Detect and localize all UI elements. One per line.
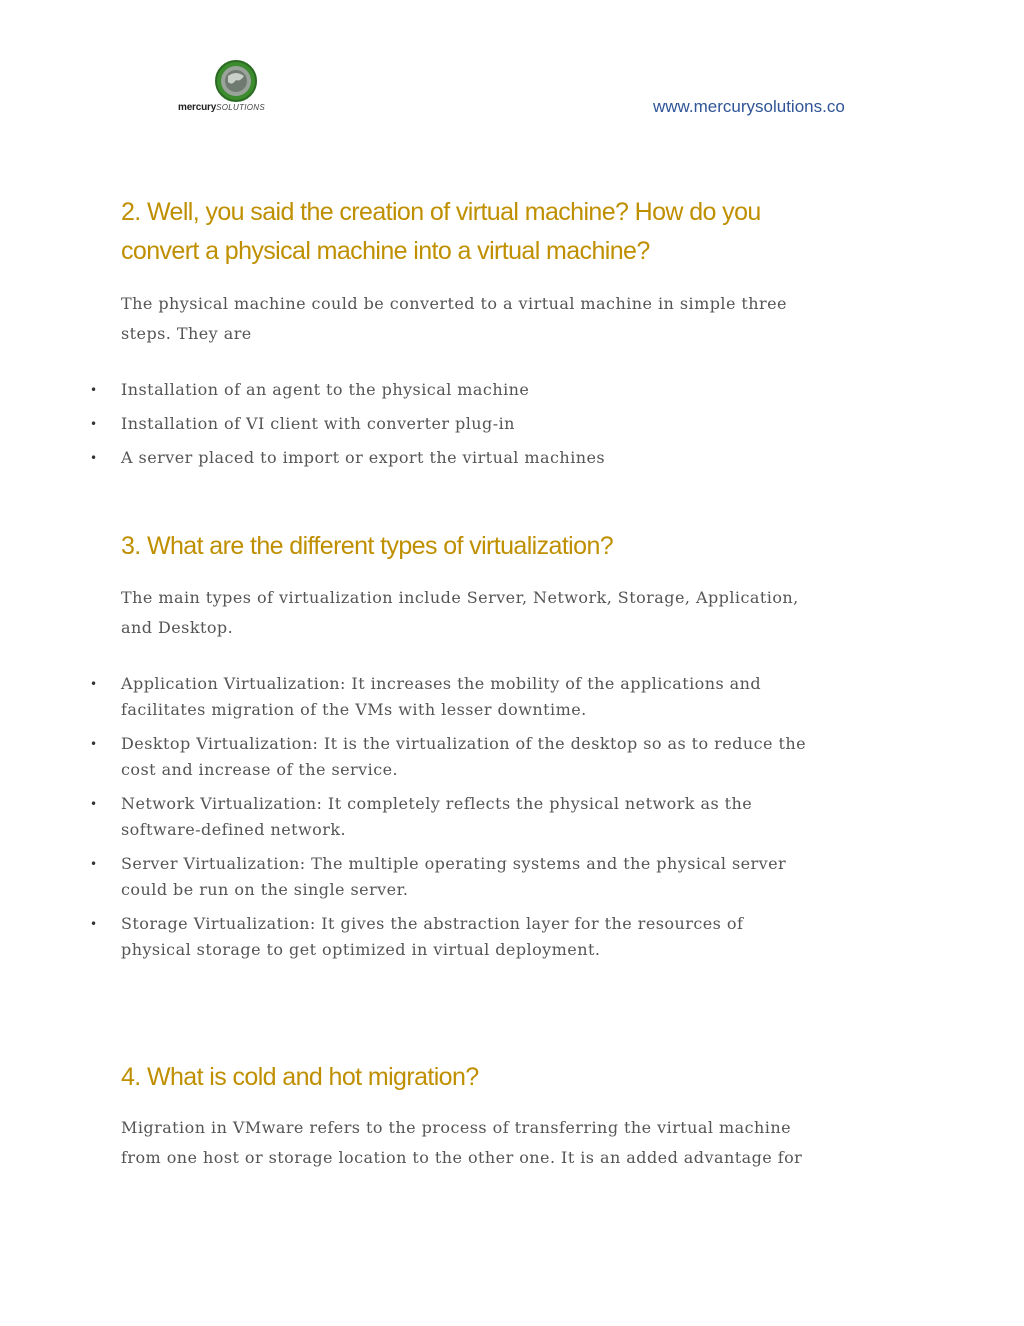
list-item: • Server Virtualization: The multiple operating systems and the physical server could be run on the single server. xyxy=(0,851,911,903)
section-2-heading xyxy=(121,193,921,271)
bullet-icon: • xyxy=(90,917,98,931)
list-item: • Installation of an agent to the physical machine xyxy=(0,377,911,403)
bullet-icon: • xyxy=(90,417,98,431)
section-4-intro xyxy=(121,1113,911,1173)
list-item: • Application Virtualization: It increases the mobility of the applications and facilitates migration of the VMs with lesser downtime. xyxy=(0,671,911,723)
bullet-icon: • xyxy=(90,797,98,811)
section-2-heading-line1: 2. Well, you said the creation of virtual machine? How do you xyxy=(121,198,761,226)
logo-primary-text: mercury xyxy=(178,102,217,113)
bullet-icon: • xyxy=(90,857,98,871)
section-2-steps-list xyxy=(0,377,911,471)
section-3-intro xyxy=(121,583,911,643)
mercury-solutions-logo xyxy=(178,60,298,120)
globe-logo-icon xyxy=(214,60,258,102)
bullet-icon: • xyxy=(90,451,98,465)
section-2-intro-line1: The physical machine could be converted to a virtual machine in simple three xyxy=(121,294,787,313)
section-4-intro-line1: Migration in VMware refers to the process of transferring the virtual machine xyxy=(121,1118,792,1137)
section-2-intro-line2: steps. They are xyxy=(121,324,252,343)
bullet-icon: • xyxy=(90,737,98,751)
bullet-icon: • xyxy=(90,383,98,397)
section-2-intro xyxy=(121,289,911,349)
section-3-intro-line1: The main types of virtualization include Server, Network, Storage, Application, xyxy=(121,588,799,607)
section-3-heading: 3. What are the different types of virtualization? xyxy=(121,532,614,560)
logo-secondary-text: SOLUTIONS xyxy=(216,103,266,112)
logo-wordmark xyxy=(178,102,265,113)
section-3-intro-line2: and Desktop. xyxy=(121,618,234,637)
section-2-heading-line2: convert a physical machine into a virtual machine? xyxy=(121,237,650,265)
section-4-heading: 4. What is cold and hot migration? xyxy=(121,1063,479,1091)
bullet-icon: • xyxy=(90,677,98,691)
list-item: • Storage Virtualization: It gives the abstraction layer for the resources of physical storage to get optimized in virtual deployment. xyxy=(0,911,911,963)
list-item: • Network Virtualization: It completely reflects the physical network as the software-defined network. xyxy=(0,791,911,843)
list-item: • Installation of VI client with converter plug-in xyxy=(0,411,911,437)
website-link[interactable]: www.mercurysolutions.co xyxy=(653,97,845,116)
virtualization-types-list xyxy=(0,671,911,963)
list-item: • Desktop Virtualization: It is the virtualization of the desktop so as to reduce the cost and increase of the service. xyxy=(0,731,911,783)
list-item: • A server placed to import or export the virtual machines xyxy=(0,445,911,471)
section-4-intro-line2: from one host or storage location to the other one. It is an added advantage for xyxy=(121,1148,803,1167)
